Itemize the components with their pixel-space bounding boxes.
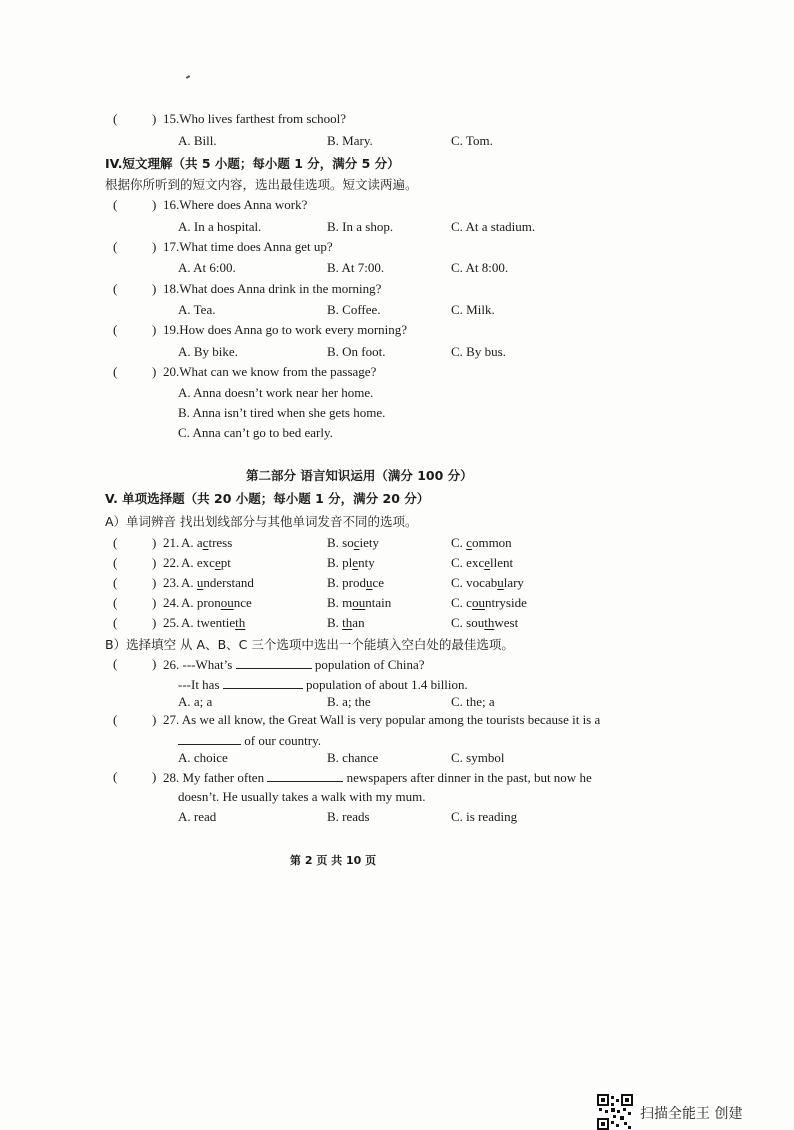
option-b: B. a; the (327, 694, 371, 709)
section-5-sub-b: B）选择填空 从 A、B、C 三个选项中选出一个能填入空白处的最佳选项。 (105, 637, 514, 652)
option-c: C. Anna can’t go to bed early. (178, 425, 333, 440)
option-b: B. plenty (327, 555, 375, 570)
option-a: A. except (181, 555, 231, 570)
option-c: C. Milk. (451, 302, 495, 317)
option-a: A. By bike. (178, 344, 238, 359)
scan-speck (186, 75, 190, 79)
section-4-instruction: 根据你所听到的短文内容，选出最佳选项。短文读两遍。 (105, 177, 418, 192)
option-a: A. a; a (178, 694, 213, 709)
option-a: A. In a hospital. (178, 219, 262, 234)
option-a: A. Tea. (178, 302, 216, 317)
option-a: A. actress (181, 535, 233, 550)
option-a: A. understand (181, 575, 254, 590)
option-c: C. common (451, 535, 512, 550)
answer-blank (178, 732, 241, 745)
option-a: A. Anna doesn’t work near her home. (178, 385, 374, 400)
answer-bracket: ( (113, 111, 118, 126)
option-c: C. southwest (451, 615, 519, 630)
option-c: C. At a stadium. (451, 219, 536, 234)
option-c: C. is reading (451, 809, 518, 824)
option-c: C. Tom. (451, 133, 493, 148)
option-b: B. society (327, 535, 380, 550)
scanner-watermark: 扫描全能王 创建 (640, 1106, 743, 1122)
option-a: A. read (178, 809, 217, 824)
option-b: B. Mary. (327, 133, 373, 148)
answer-blank (236, 656, 312, 669)
option-a: A. Bill. (178, 133, 217, 148)
option-b: B. reads (327, 809, 370, 824)
option-a: A. twentieth (181, 615, 246, 630)
option-b: B. On foot. (327, 344, 386, 359)
option-b: B. Coffee. (327, 302, 381, 317)
page-number: 第 2 页 共 10 页 (290, 854, 377, 867)
option-c: C. countryside (451, 595, 527, 610)
option-b: B. mountain (327, 595, 392, 610)
answer-blank (223, 676, 303, 689)
section-5-sub-a: A）单词辨音 找出划线部分与其他单词发音不同的选项。 (105, 514, 418, 529)
option-c: C. At 8:00. (451, 260, 509, 275)
part-2-title: 第二部分 语言知识运用（满分 100 分） (246, 468, 473, 483)
option-c: C. symbol (451, 750, 505, 765)
option-b: B. In a shop. (327, 219, 394, 234)
option-b: B. than (327, 615, 365, 630)
option-a: A. choice (178, 750, 228, 765)
option-b: B. At 7:00. (327, 260, 385, 275)
option-a: A. pronounce (181, 595, 252, 610)
qr-code-icon (597, 1094, 633, 1130)
answer-bracket-close: ) (152, 111, 157, 126)
answer-blank (267, 769, 343, 782)
option-b: B. produce (327, 575, 385, 590)
section-4-title: IV.短文理解（共 5 小题；每小题 1 分，满分 5 分） (105, 156, 400, 171)
section-5-title: V. 单项选择题（共 20 小题；每小题 1 分，满分 20 分） (105, 491, 430, 506)
option-c: C. the; a (451, 694, 495, 709)
option-a: A. At 6:00. (178, 260, 236, 275)
option-c: C. excellent (451, 555, 514, 570)
option-c: C. By bus. (451, 344, 506, 359)
option-b: B. Anna isn’t tired when she gets home. (178, 405, 386, 420)
option-b: B. chance (327, 750, 379, 765)
option-c: C. vocabulary (451, 575, 524, 590)
